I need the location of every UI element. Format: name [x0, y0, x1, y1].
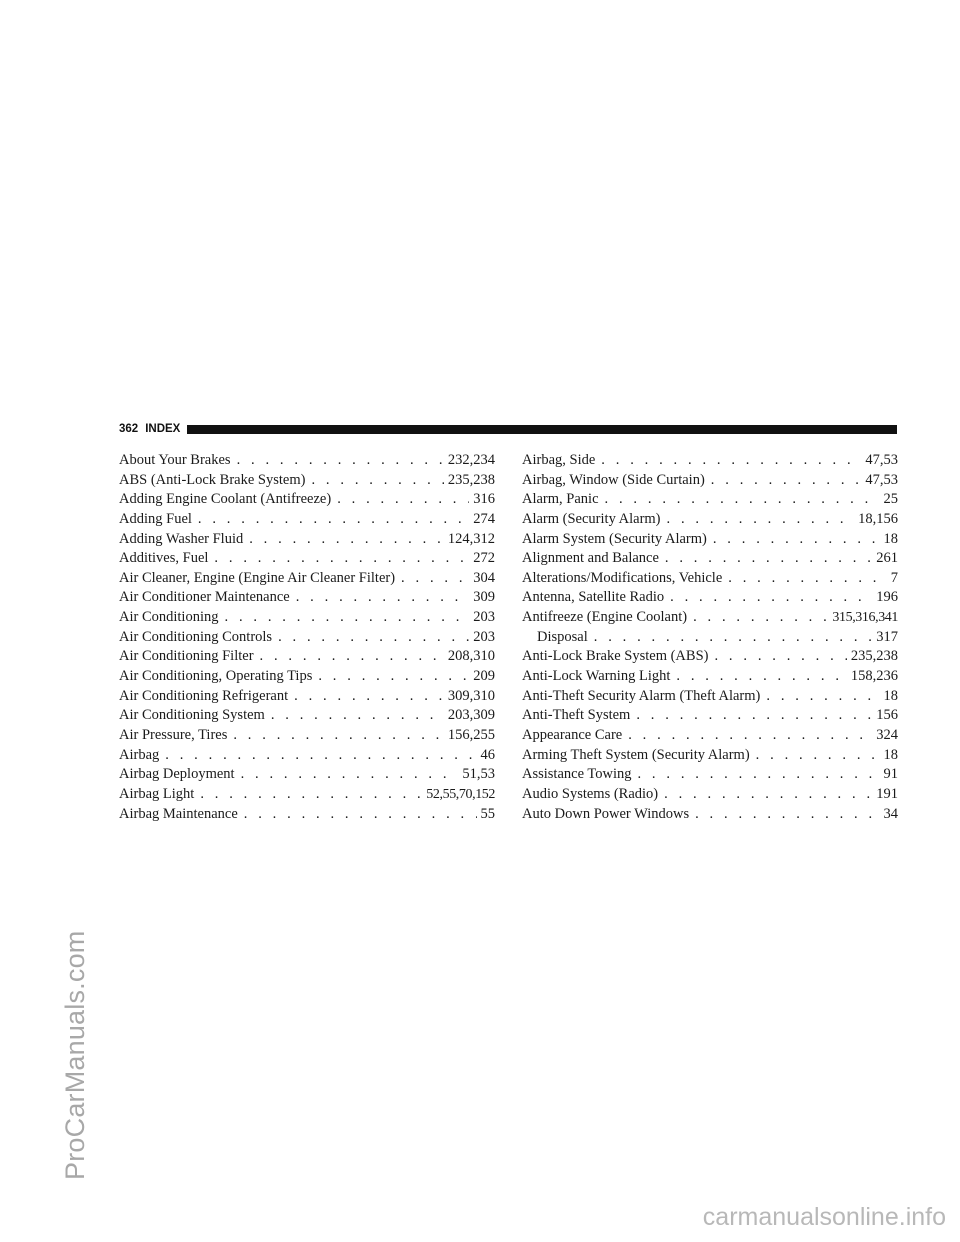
leader-dots: [165, 746, 476, 766]
section-title: INDEX: [145, 423, 181, 435]
index-entry: [522, 588, 898, 608]
index-entry: [522, 667, 898, 687]
leader-dots: [628, 726, 872, 746]
entry-pages: 274: [473, 510, 495, 527]
entry-pages: 261: [876, 550, 898, 567]
index-entry: [522, 510, 898, 530]
leader-dots: [728, 569, 886, 589]
index-entry: [119, 765, 495, 785]
index-entry: [522, 490, 898, 510]
entry-pages: 25: [883, 491, 898, 508]
entry-label: Auto Down Power Windows: [522, 805, 690, 822]
index-entry: [522, 706, 898, 726]
entry-label: ABS (Anti-Lock Brake System): [119, 471, 306, 488]
entry-pages: 91: [883, 766, 898, 783]
entry-pages: 316: [473, 491, 495, 508]
entry-label: Air Cleaner, Engine (Engine Air Cleaner Filter): [119, 569, 396, 586]
entry-label: Anti-Lock Warning Light: [522, 668, 671, 685]
entry-pages: 315,316,341: [832, 610, 898, 626]
entry-label: Anti-Theft System: [522, 707, 631, 724]
entry-pages: 52,55,70,152: [426, 786, 495, 802]
leader-dots: [233, 726, 444, 746]
entry-label: Anti-Lock Brake System (ABS): [522, 648, 709, 665]
entry-pages: 18,156: [858, 510, 898, 527]
entry-label: Air Conditioner Maintenance: [119, 589, 290, 606]
entry-pages: 34: [883, 805, 898, 822]
entry-pages: 156,255: [447, 726, 495, 743]
index-entry: [522, 805, 898, 825]
index-entry: [119, 510, 495, 530]
leader-dots: [337, 490, 469, 510]
leader-dots: [594, 628, 873, 648]
entry-label: Alignment and Balance: [522, 550, 659, 567]
entry-label: Adding Washer Fluid: [119, 530, 244, 547]
entry-label: Antifreeze (Engine Coolant): [522, 609, 688, 626]
index-entry: [119, 451, 495, 471]
entry-pages: 47,53: [865, 471, 898, 488]
leader-dots: [401, 569, 469, 589]
index-entry: [522, 765, 898, 785]
entry-pages: 304: [473, 569, 495, 586]
entry-pages: 124,312: [447, 530, 495, 547]
index-entry: [119, 588, 495, 608]
entry-pages: 196: [876, 589, 898, 606]
entry-pages: 203: [473, 609, 495, 626]
leader-dots: [260, 647, 444, 667]
entry-pages: 51,53: [462, 766, 495, 783]
index-entry: [119, 706, 495, 726]
entry-label: Alarm (Security Alarm): [522, 510, 661, 527]
entry-label: Air Conditioning Refrigerant: [119, 687, 289, 704]
entry-pages: 317: [876, 628, 898, 645]
entry-label: Alarm System (Security Alarm): [522, 530, 707, 547]
leader-dots: [766, 687, 879, 707]
entry-pages: 18: [883, 530, 898, 547]
leader-dots: [601, 451, 861, 471]
entry-label: Appearance Care: [522, 726, 623, 743]
entry-label: Audio Systems (Radio): [522, 785, 659, 802]
index-entry: [522, 785, 898, 805]
index-entry: [522, 569, 898, 589]
leader-dots: [200, 785, 422, 805]
entry-label: Air Conditioning Controls: [119, 628, 273, 645]
index-entry: [119, 549, 495, 569]
leader-dots: [665, 549, 872, 569]
entry-pages: 309,310: [447, 687, 495, 704]
leader-dots: [241, 765, 459, 785]
leader-dots: [667, 510, 855, 530]
entry-pages: 191: [876, 785, 898, 802]
entry-label: Airbag Maintenance: [119, 805, 238, 822]
leader-dots: [244, 805, 477, 825]
entry-pages: 47,53: [865, 452, 898, 468]
page-header: [119, 420, 897, 438]
entry-label: Airbag: [119, 746, 160, 763]
entry-label: Additives, Fuel: [119, 550, 209, 567]
leader-dots: [214, 549, 469, 569]
leader-dots: [670, 588, 872, 608]
entry-pages: 272: [473, 550, 495, 567]
entry-label: Airbag, Window (Side Curtain): [522, 471, 705, 488]
index-entry: [119, 746, 495, 766]
leader-dots: [695, 805, 879, 825]
entry-label: Air Conditioning: [119, 609, 219, 626]
index-entry: [522, 608, 898, 628]
index-entry: [522, 746, 898, 766]
index-entry: [119, 687, 495, 707]
entry-pages: 235,238: [447, 471, 495, 488]
leader-dots: [636, 706, 872, 726]
side-watermark: ProCarManuals.com: [60, 930, 90, 1180]
leader-dots: [693, 608, 828, 628]
index-entry: [119, 490, 495, 510]
entry-label: Air Conditioning, Operating Tips: [119, 668, 313, 685]
entry-pages: 18: [883, 746, 898, 763]
entry-pages: 208,310: [447, 648, 495, 665]
entry-pages: 7: [890, 569, 898, 586]
bottom-watermark: carmanualsonline.info: [702, 1203, 946, 1231]
leader-dots: [756, 746, 880, 766]
index-entry: [119, 628, 495, 648]
entry-pages: 309: [473, 589, 495, 606]
index-entry: [522, 549, 898, 569]
index-column-left: [119, 451, 495, 824]
leader-dots: [711, 471, 862, 491]
index-entry: [522, 647, 898, 667]
index-entry: [119, 530, 495, 550]
leader-dots: [249, 530, 444, 550]
entry-pages: 46: [480, 746, 495, 763]
index-entry: [522, 530, 898, 550]
entry-pages: 156: [876, 707, 898, 724]
index-entry: [119, 647, 495, 667]
index-entry: [522, 726, 898, 746]
leader-dots: [198, 510, 469, 530]
entry-pages: 209: [473, 668, 495, 685]
entry-label: Air Pressure, Tires: [119, 726, 228, 743]
leader-dots: [225, 608, 470, 628]
entry-label: Alterations/Modifications, Vehicle: [522, 569, 723, 586]
leader-dots: [676, 667, 847, 687]
entry-pages: 18: [883, 687, 898, 704]
index-entry: [119, 471, 495, 491]
index-entry: [522, 687, 898, 707]
entry-label: Adding Engine Coolant (Antifreeze): [119, 491, 332, 508]
leader-dots: [637, 765, 879, 785]
index-entry: [119, 805, 495, 825]
entry-label: Adding Fuel: [119, 510, 192, 527]
index-entry: [119, 785, 495, 805]
leader-dots: [318, 667, 469, 687]
index-entry: [522, 451, 898, 471]
entry-label: Arming Theft System (Security Alarm): [522, 746, 750, 763]
entry-pages: 235,238: [850, 648, 898, 665]
index-subentry: [522, 628, 898, 648]
entry-label: Air Conditioning Filter: [119, 648, 254, 665]
entry-label: Airbag, Side: [522, 452, 596, 468]
entry-label: Disposal: [537, 628, 588, 645]
index-entry: [522, 471, 898, 491]
entry-pages: 203: [473, 628, 495, 645]
leader-dots: [237, 451, 444, 471]
leader-dots: [714, 647, 846, 667]
index-entry: [119, 667, 495, 687]
entry-pages: 232,234: [447, 452, 495, 468]
entry-label: Assistance Towing: [522, 766, 632, 783]
entry-label: Airbag Deployment: [119, 766, 235, 783]
header-rule: [187, 425, 897, 434]
entry-pages: 158,236: [850, 668, 898, 685]
leader-dots: [605, 490, 880, 510]
entry-pages: 203,309: [447, 707, 495, 724]
leader-dots: [664, 785, 872, 805]
index-column-right: [522, 451, 898, 824]
leader-dots: [296, 588, 470, 608]
entry-label: About Your Brakes: [119, 452, 231, 468]
entry-pages: 55: [480, 805, 495, 822]
index-entry: [119, 608, 495, 628]
entry-label: Anti-Theft Security Alarm (Theft Alarm): [522, 687, 761, 704]
leader-dots: [311, 471, 443, 491]
entry-label: Air Conditioning System: [119, 707, 265, 724]
leader-dots: [271, 706, 444, 726]
entry-label: Airbag Light: [119, 785, 195, 802]
index-entry: [119, 569, 495, 589]
leader-dots: [713, 530, 880, 550]
index-entry: [119, 726, 495, 746]
leader-dots: [294, 687, 444, 707]
leader-dots: [278, 628, 469, 648]
page-number: 362: [119, 423, 139, 435]
entry-label: Antenna, Satellite Radio: [522, 589, 665, 606]
entry-label: Alarm, Panic: [522, 491, 599, 508]
entry-pages: 324: [876, 726, 898, 743]
